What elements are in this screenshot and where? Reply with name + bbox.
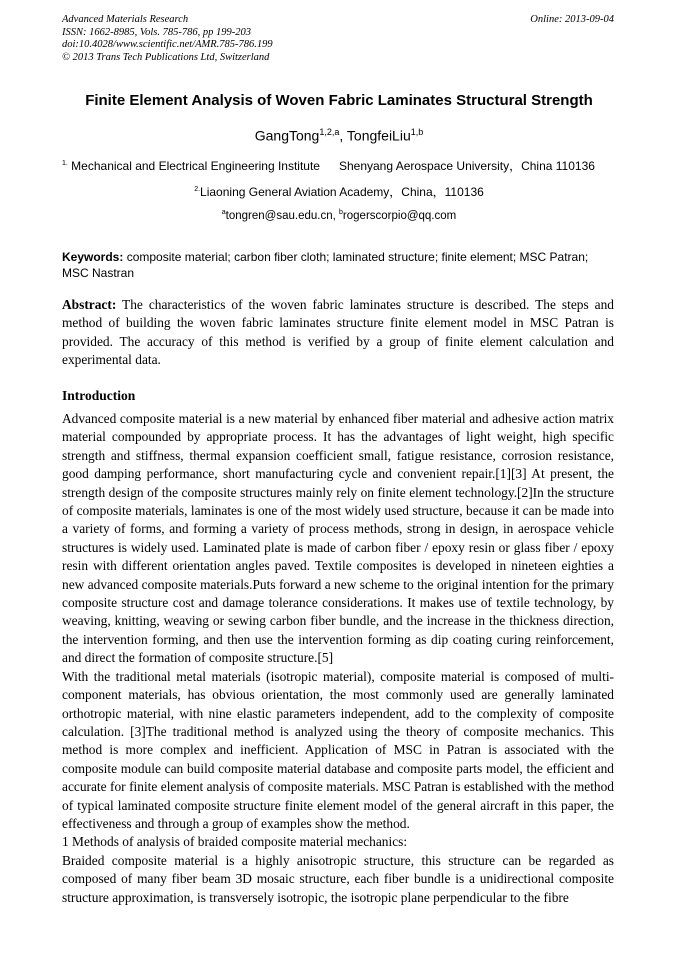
introduction-body [62,410,614,907]
keywords-label: Keywords: [62,250,124,264]
issn-line: ISSN: 1662-8985, Vols. 785-786, pp 199-203 [62,26,251,38]
paper-title: Finite Element Analysis of Woven Fabric Laminates Structural Strength [85,92,593,109]
section-heading: Introduction [62,388,136,403]
email-address: rogerscorpio@qq.com [342,209,457,222]
journal-header [62,14,614,64]
paragraph: Braided composite material is a highly anisotropic structure, this structure can be regarded as composed of many fiber beam 3D mosaic structure, each fiber bundle is a unidirectional composite structure approximation, is transversely isotropic, the isotropic plane perpendicular to the fibre [62,852,614,905]
affiliation-1 [62,157,618,174]
author-name: TongfeiLiu [346,127,411,144]
abstract-text: The characteristics of the woven fabric laminates structure is described. The steps and method of building the woven fabric laminates structure finite element model in MSC Patran is provided. The accuracy of this method is verified by a group of finite element calculation and experimental data. [62,297,614,368]
author-name: GangTong [254,127,320,144]
email-line [40,209,638,222]
paragraph: Advanced composite material is a new material by enhanced fiber material and adhesive action matrix material compounded by appropriate process. It has the advantages of light weight, high specific strength and stiffness, thermal expansion coefficient small, fatigue resistance, corrosion resistance, good damping performance, short manufacturing cycle and convenient repair.[1][3] At present, the strength design of the composite structures mainly rely on finite element technology.[2]In the structure of composite materials, laminates is one of the most widely used structure, because it can be made into a variety of forms, and forming a variety of process methods, strong in design, in aerospace vehicle structures is widely used. Laminated plate is made of carbon fiber / epoxy resin or glass fiber / epoxy resin with different orientation angles paved. Textile composites is developed in nineteen eighties a new advanced composite materials.Puts forward a new scheme to the original intention for the primary composite structure cost and damage tolerance considerations. It makes use of textile technology, by weaving, knitting, weaving or sewing carbon fiber bundle, and the increase in the thickness direction, the intervention forming, and then use the intervention forming as dip coating curing reinforcement, and direct the formation of composite structure.[5] [62,411,614,666]
doi-line: doi:10.4028/www.scientific.net/AMR.785-786.199 [62,39,273,50]
affiliation-2 [40,183,638,200]
author-superscript: 1,b [410,127,424,137]
paragraph: 1 Methods of analysis of braided composite material mechanics: [62,834,408,850]
email-marker: b [339,209,343,216]
affiliation-marker: 2. [194,186,201,193]
affiliation-university: Shenyang Aerospace University，China 110136 [338,159,595,173]
author-line [40,127,638,144]
keywords-text: composite material; carbon fiber cloth; laminated structure; finite element; MSC Patran; MSC Nastran [62,250,589,280]
abstract-section [62,296,614,370]
affiliation-text: Liaoning General Aviation Academy，China，110136 [200,185,484,199]
copyright-line: © 2013 Trans Tech Publications Ltd, Switzerland [62,51,270,63]
journal-name: Advanced Materials Research [62,14,189,25]
author-superscript: 1,2,a [319,127,340,137]
affiliation-marker: 1. [62,160,68,167]
email-address: tongren@sau.edu.cn, [225,209,340,222]
paragraph: With the traditional metal materials (isotropic material), composite material is composed of multi-component materials, has obvious orientation, the most commonly used are generally laminated orthotropic material, with nine elastic parameters independent, add to the complexity of composite calculation. [3]The traditional method is analyzed using the theory of composite mechanics. This method is more complex and inefficient. Application of MSC in Patran is associated with the composite module can build composite material database and composite parts model, the efficient and accurate for finite element analysis of composite materials. MSC Patran is established with the method of typical laminated composite structure finite element model of the general aircraft in this paper, the effectiveness and through a group of examples show the method. [62,668,614,831]
email-marker: a [221,209,226,216]
keywords-section [62,249,614,281]
author-separator: , [339,127,347,144]
online-date: Online: 2013-09-04 [530,14,614,25]
affiliation-institute: Mechanical and Electrical Engineering Institute [67,159,320,173]
abstract-label: Abstract: [62,297,117,312]
